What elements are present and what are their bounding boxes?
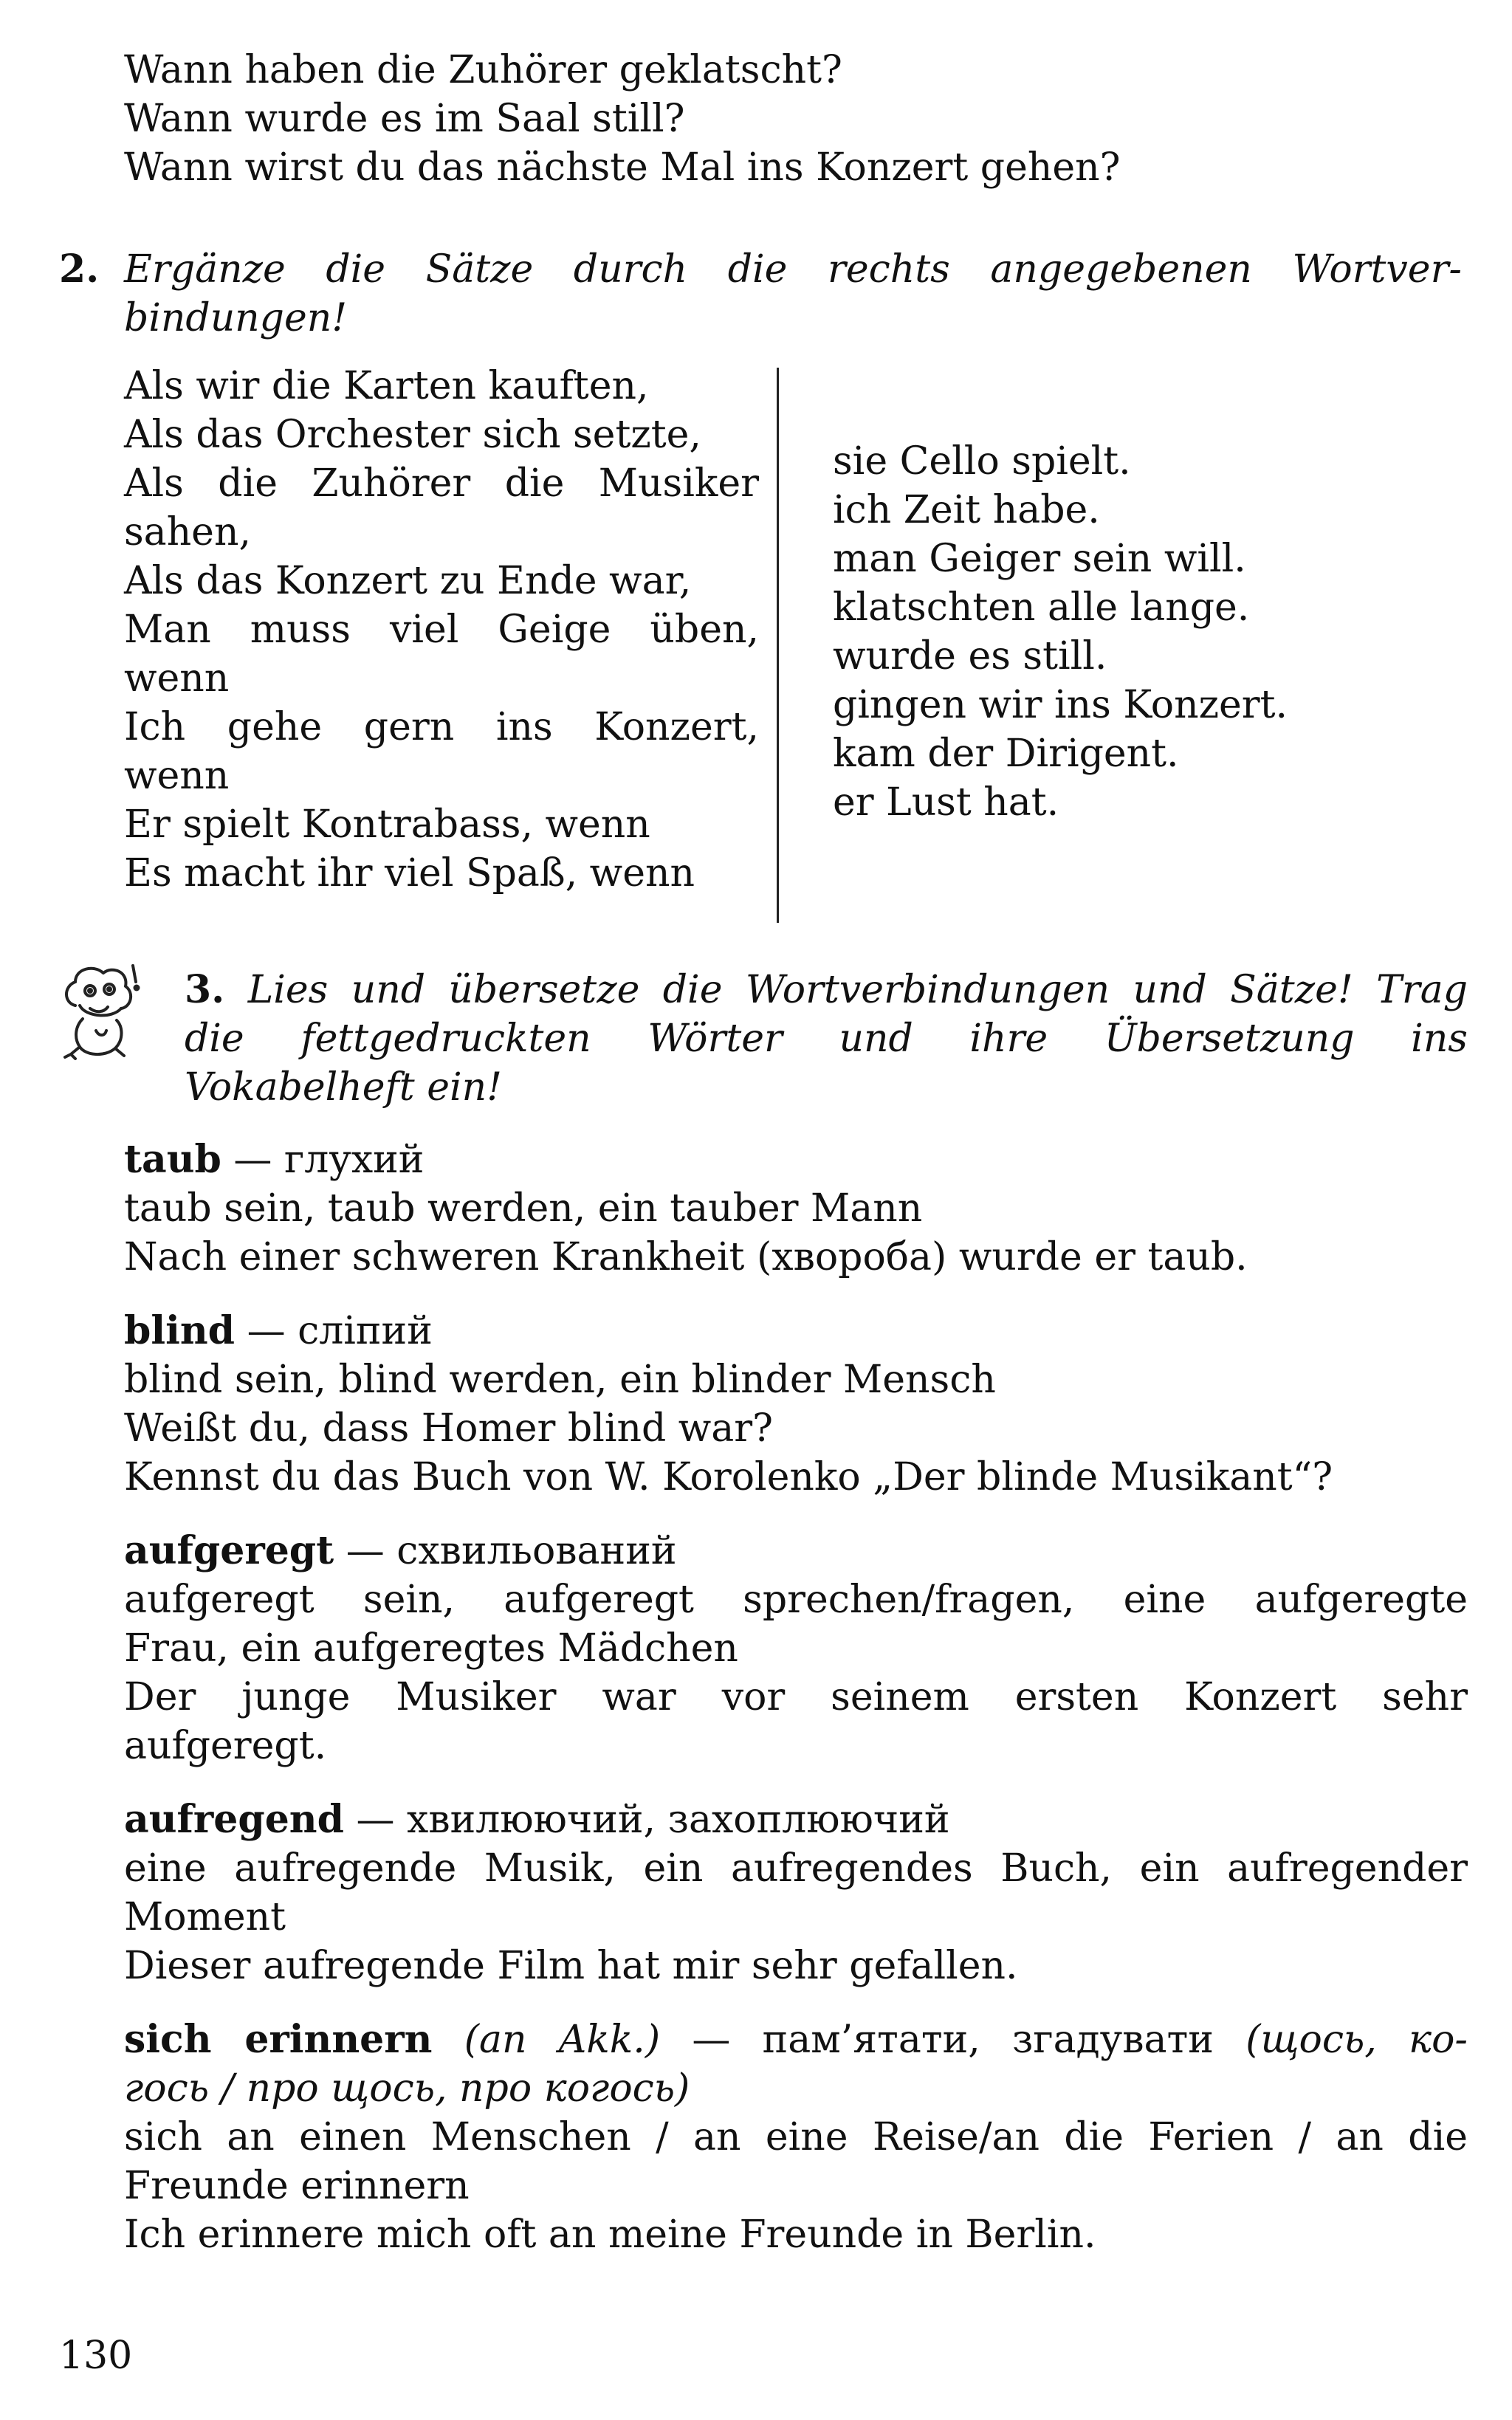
sentence-part: Als die Zuhörer die Musiker <box>124 461 759 506</box>
vocab-headline <box>124 1307 1468 1355</box>
instruction-text: Lies und übersetze die Wortverbindungen und Sätze! Trag <box>247 968 1468 1012</box>
sentence-beginnings <box>124 362 759 898</box>
sentence-part: Ich gehe gern ins Konzert, <box>124 705 759 749</box>
exercise-2 <box>59 245 1462 343</box>
vocab-translation-note: гось / про щось, про когось) <box>124 2066 690 2111</box>
sentence-ending: gingen wir ins Konzert. <box>833 683 1288 727</box>
instruction-line: Vokabelheft ein! <box>185 1065 503 1110</box>
sentence-endings <box>833 437 1423 827</box>
vocab-example: aufgeregt sein, aufgeregt sprechen/fragen, eine aufgeregte <box>124 1578 1468 1622</box>
vocab-entry-blind <box>124 1307 1468 1502</box>
sentence-part: Als wir die Karten kauften, <box>124 364 649 408</box>
vocab-example: Frau, ein aufgeregtes Mädchen <box>124 1626 738 1671</box>
exercise-number: 3. <box>185 967 225 1012</box>
intro-line: Wann wirst du das nächste Mal ins Konzert gehen? <box>124 145 1121 190</box>
sentence-ending: klatschten alle lange. <box>833 585 1250 630</box>
vocab-example: taub sein, taub werden, ein tauber Mann <box>124 1186 923 1231</box>
sentence-part: Als das Konzert zu Ende war, <box>124 559 692 603</box>
sentence-part: Man muss viel Geige üben, <box>124 608 759 652</box>
thinking-character-icon <box>53 960 149 1078</box>
sentence-part: Er spielt Kontrabass, wenn <box>124 802 650 847</box>
vocab-translation: — схвильований <box>346 1529 677 1573</box>
exercise-instruction <box>124 245 1462 343</box>
instruction-line: bindungen! <box>124 296 348 340</box>
exercise-instruction <box>185 966 1468 1112</box>
vocab-entry-taub <box>124 1135 1468 1282</box>
sentence-part: Als das Orchester sich setzte, <box>124 413 701 457</box>
vocab-translation-note: (щось, ко- <box>1245 2018 1468 2062</box>
instruction-line <box>185 966 1468 1014</box>
vocab-example: Moment <box>124 1895 286 1939</box>
vocab-headline <box>124 2015 1468 2064</box>
vocab-word: sich erinnern <box>124 2017 433 2062</box>
vocab-example: aufgeregt. <box>124 1724 327 1768</box>
exercise-number: 2. <box>59 247 100 292</box>
instruction-line: Ergänze die Sätze durch die rechts angegebenen Wortver- <box>124 247 1462 292</box>
page-number: 130 <box>59 2334 133 2378</box>
sentence-ending: sie Cello spielt. <box>833 439 1131 484</box>
vocab-case: (an Akk.) <box>464 2018 661 2062</box>
vocab-entry-aufgeregt <box>124 1527 1468 1770</box>
sentence-ending: er Lust hat. <box>833 780 1059 825</box>
intro-line: Wann haben die Zuhörer geklatscht? <box>124 48 842 92</box>
intro-questions <box>124 46 1468 192</box>
sentence-part: sahen, <box>124 510 251 554</box>
vocab-translation: — пам’ятати, згадувати <box>692 2018 1214 2062</box>
sentence-part: wenn <box>124 754 230 798</box>
vocab-example: Ich erinnere mich oft an meine Freunde in Berlin. <box>124 2213 1096 2257</box>
vocab-word: blind <box>124 1308 236 1353</box>
vocab-example: sich an einen Menschen / an eine Reise/an die Ferien / an die <box>124 2115 1468 2159</box>
vocab-example: eine aufregende Musik, ein aufregendes Buch, ein aufregender <box>124 1846 1468 1891</box>
vocab-translation: — сліпий <box>247 1309 433 1353</box>
intro-line: Wann wurde es im Saal still? <box>124 97 685 141</box>
column-divider <box>777 368 779 923</box>
vocab-word: aufregend <box>124 1797 344 1842</box>
vocab-example: Der junge Musiker war vor seinem ersten Konzert sehr <box>124 1675 1468 1719</box>
sentence-part: wenn <box>124 656 230 701</box>
instruction-line: die fettgedruckten Wörter und ihre Übersetzung ins <box>185 1017 1468 1061</box>
vocab-example: Nach einer schweren Krankheit (хвороба) wurde er taub. <box>124 1235 1248 1279</box>
sentence-ending: man Geiger sein will. <box>833 537 1246 581</box>
vocabulary-list <box>124 1135 1468 2284</box>
sentence-ending: ich Zeit habe. <box>833 488 1100 532</box>
vocab-example: Freunde erinnern <box>124 2164 470 2208</box>
vocab-word: taub <box>124 1137 221 1182</box>
vocab-translation: — глухий <box>233 1138 425 1182</box>
exercise-3 <box>185 966 1468 1112</box>
vocab-word: aufgeregt <box>124 1528 334 1573</box>
vocab-example: Weißt du, dass Homer blind war? <box>124 1406 774 1451</box>
vocab-example: Dieser aufregende Film hat mir sehr gefallen. <box>124 1944 1018 1988</box>
vocab-translation: — хвилюючий, захоплюючий <box>356 1798 950 1842</box>
vocab-headline <box>124 1135 1468 1184</box>
vocab-example: Kennst du das Buch von W. Korolenko „Der blinde Musikant“? <box>124 1455 1333 1499</box>
vocab-entry-sich-erinnern <box>124 2015 1468 2259</box>
vocab-headline <box>124 1527 1468 1575</box>
vocab-entry-aufregend <box>124 1795 1468 1990</box>
sentence-ending: wurde es still. <box>833 634 1107 678</box>
sentence-part: Es macht ihr viel Spaß, wenn <box>124 851 695 896</box>
vocab-headline <box>124 1795 1468 1844</box>
sentence-ending: kam der Dirigent. <box>833 732 1179 776</box>
vocab-example: blind sein, blind werden, ein blinder Mensch <box>124 1358 996 1402</box>
